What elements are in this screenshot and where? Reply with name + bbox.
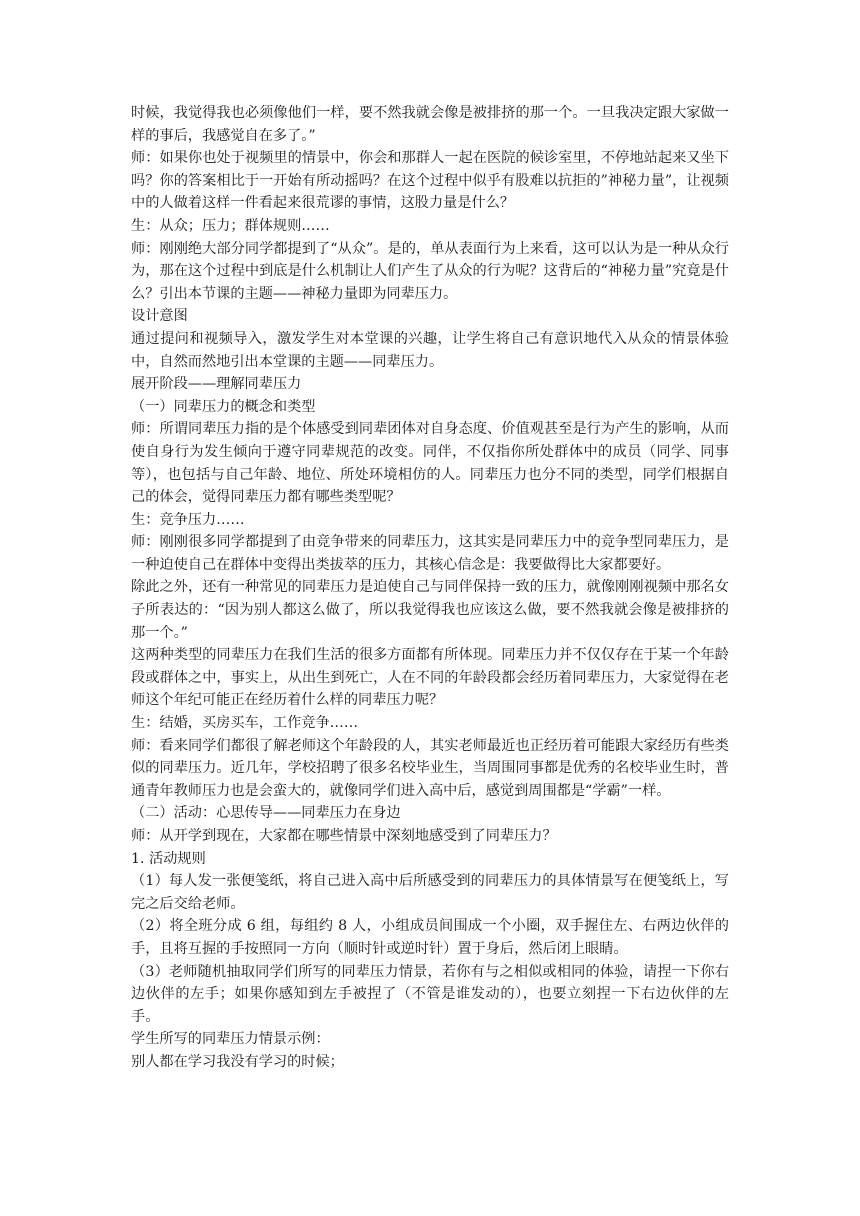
heading-design-intent: 设计意图 [131,308,188,325]
heading-section-one: （一）同辈压力的概念和类型 [131,398,316,415]
rule-item-2: （2）将全班分成 6 组，每组约 8 人，小组成员间围成一个小圈，双手握住左、右两边伙伴的手，且将互握的手按照同一方向（顺时针或逆时针）置于身后，然后闭上眼睛。 [131,918,729,957]
paragraph-student-answer: 生：从众；压力；群体规则…… [131,217,330,234]
heading-activity-rules: 1. 活动规则 [131,850,206,867]
paragraph-teacher-activity-question: 师：从开学到现在，大家都在哪些情景中深刻地感受到了同辈压力？ [131,828,557,844]
paragraph-example-1: 别人都在学习我没有学习的时候； [131,1053,344,1070]
paragraph-competitive-type: 师：刚刚很多同学都提到了由竞争带来的同辈压力，这其实是同辈压力中的竞争型同辈压力，是一种迫使自己在群体中变得出类拔萃的压力，其核心信念是：我要做得比大家都要好。 [131,534,729,573]
paragraph-student-competition: 生：竞争压力…… [131,511,245,528]
paragraph-teacher-experience: 师：看来同学们都很了解老师这个年龄段的人，其实老师最近也正经历着可能跟大家经历有些类似的同辈压力。近几年，学校招聘了很多名校毕业生，当周围同事都是优秀的名校毕业生时，普通青年教师压力也是会蛮大的，就像同学们进入高中后，感觉到周围都是“学霸”一样。 [131,737,729,799]
paragraph-design-intent: 通过提问和视频导入，激发学生对本堂课的兴趣，让学生将自己有意识地代入从众的情景体验中，自然而然地引出本堂课的主题——同辈压力。 [131,330,729,370]
rule-item-3: （3）老师随机抽取同学们所写的同辈压力情景，若你有与之相似或相同的体验，请捏一下你右边伙伴的左手；如果你感知到左手被捏了（不管是谁发动的），也要立刻捏一下右边伙伴的左手。 [131,963,729,1025]
paragraph-peer-pressure-definition: 师：所谓同辈压力指的是个体感受到同辈团体对自身态度、价值观甚至是行为产生的影响，从而使自身行为发生倾向于遵守同辈规范的改变。同伴，不仅指你所处群体中的成员（同学、同事等），也包括与自己年龄、地位、所处环境相仿的人。同辈压力也分不同的类型，同学们根据自己的体会，觉得同辈压力都有哪些类型呢？ [131,421,729,506]
paragraph-two-types: 这两种类型的同辈压力在我们生活的很多方面都有所体现。同辈压力并不仅仅存在于某一个年龄段或群体之中，事实上，从出生到死亡，人在不同的年龄段都会经历着同辈压力，大家觉得在老师这个年纪可能正在经历着什么样的同辈压力呢？ [131,647,729,709]
paragraph-teacher-conformity: 师：刚刚绝大部分同学都提到了“从众”。是的，单从表面行为上来看，这可以认为是一种从众行为，那在这个过程中到底是什么机制让人们产生了从众的行为呢？这背后的“神秘力量”究竟是什么？引出本节课的主题——神秘力量即为同辈压力。 [131,240,729,302]
paragraph-examples-heading: 学生所写的同辈压力情景示例： [131,1031,330,1048]
heading-section-two: （二）活动：心思传导——同辈压力在身边 [131,805,401,822]
paragraph-conformity-type: 除此之外，还有一种常见的同辈压力是迫使自己与同伴保持一致的压力，就像刚刚视频中那名女子所表达的：“因为别人都这么做了，所以我觉得我也应该这么做，要不然我就会像是被排挤的那一个。” [131,579,729,641]
paragraph-teacher-question: 师：如果你也处于视频里的情景中，你会和那群人一起在医院的候诊室里，不停地站起来又坐下吗？你的答案相比于一开始有所动摇吗？在这个过程中似乎有股难以抗拒的”神秘力量”，让视频中的人做着这样一件看起来很荒谬的事情，这股力量是什么？ [131,150,729,212]
paragraph-student-teacher-age: 生：结婚，买房买车，工作竞争…… [131,715,359,732]
paragraph-continuation: 时候，我觉得我也必须像他们一样，要不然我就会像是被排挤的那一个。一旦我决定跟大家做一样的事后，我感觉自在多了。” [131,105,729,144]
document-page [131,102,729,1074]
heading-development-stage: 展开阶段——理解同辈压力 [131,376,302,393]
rule-item-1: （1）每人发一张便笺纸，将自己进入高中后所感受到的同辈压力的具体情景写在便笺纸上，写完之后交给老师。 [131,873,729,912]
